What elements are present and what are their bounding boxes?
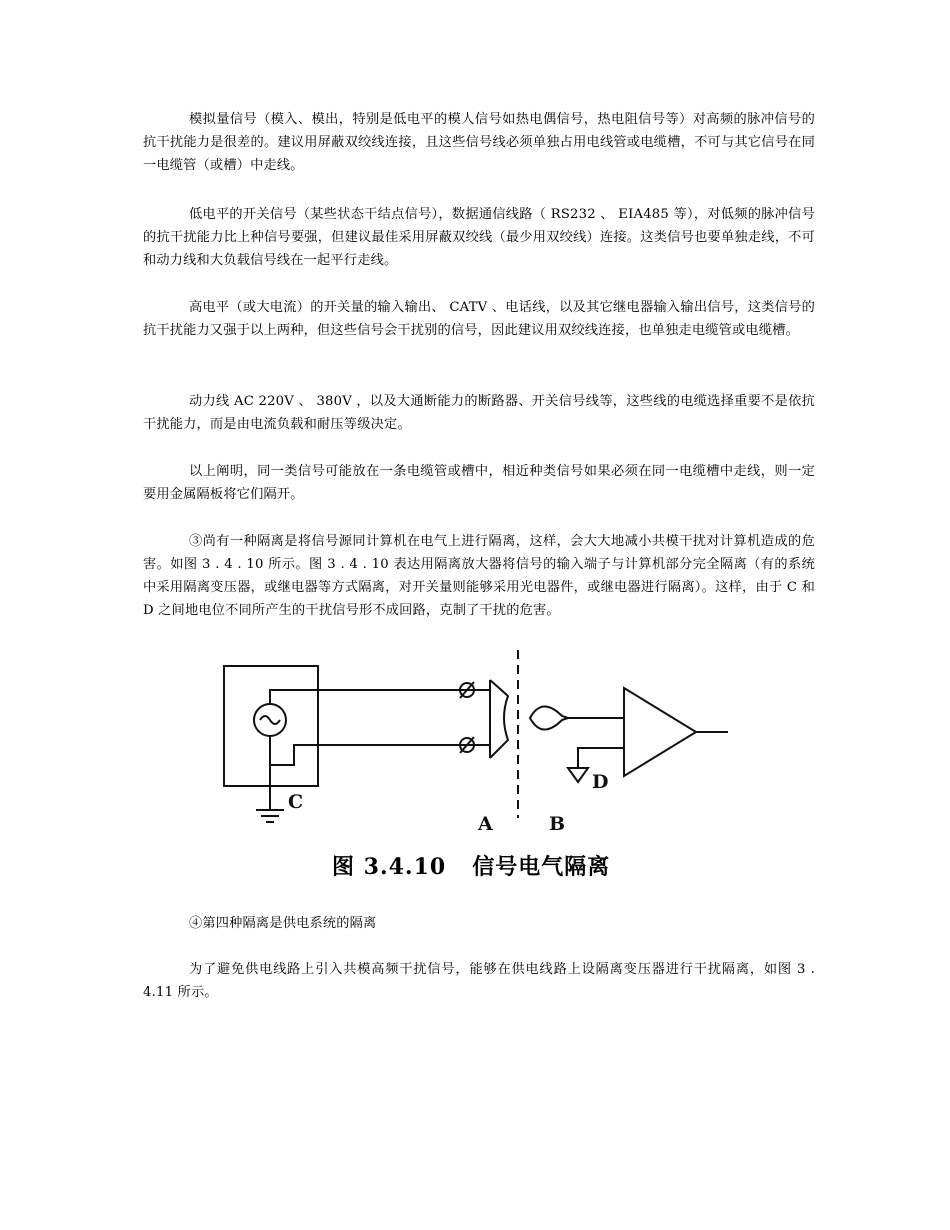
- paragraph-isolation-4: ④第四种隔离是供电系统的隔离: [189, 916, 377, 931]
- figure-caption: [332, 850, 652, 881]
- label-d: D: [592, 771, 609, 793]
- bottom-signal-wire: [270, 736, 490, 765]
- ground-icon-d: [568, 768, 588, 782]
- paragraph-power-line: 动力线 AC 220V 、 380V ，以及大通断能力的断路器、开关信号线等，这些线的电缆选择重要不是依抗干扰能力，而是由电流负载和耐压等级决定。: [143, 394, 815, 432]
- label-c: C: [288, 791, 304, 813]
- isolator-input-shape: [490, 680, 508, 758]
- isolator-output-shape: [530, 706, 568, 729]
- paragraph-same-type-signal: 以上阐明，同一类信号可能放在一条电缆管或槽中，相近种类信号如果必须在同一电缆槽中走线，则一定要用金属隔板将它们隔开。: [143, 464, 815, 502]
- sine-wave-icon: [260, 716, 280, 724]
- figure-caption-number: 图 3.4.10: [332, 854, 447, 880]
- paragraph-power-isolation: 为了避免供电线路上引入共模高频干扰信号，能够在供电线路上设隔离变压器进行干扰隔离，如图 3 . 4.11 所示。: [143, 962, 815, 1000]
- label-b: B: [549, 813, 566, 835]
- ground-wire-d: [578, 748, 624, 768]
- paragraph-isolation-3: ③尚有一种隔离是将信号源同计算机在电气上进行隔离，这样，会大大地减小共模干扰对计算机造成的危害。如图 3 . 4 . 10 所示。图 3 . 4 . 10 表达用隔离放大器将信号的输入端子与计算机部分完全隔离（有的系统中采用隔离变压器，或继电器等方式隔离，对开关量则能够采用光电器件，或继电器进行隔离）。这样，由于 C 和 D 之间地电位不同所产生的干扰信号形不成回路，克制了干扰的危害。: [143, 534, 815, 618]
- amplifier-triangle-icon: [624, 688, 696, 776]
- paragraph-analog-signal: 模拟量信号（模入、模出，特别是低电平的模人信号如热电偶信号，热电阻信号等）对高频的脉冲信号的抗干扰能力是很差的。建议用屏蔽双绞线连接，且这些信号线必须单独占用电线管或电缆槽，不可与其它信号在同一电缆管（或槽）中走线。: [143, 112, 815, 173]
- paragraph-low-level-switch: 低电平的开关信号（某些状态干结点信号），数据通信线路（ RS232 、 EIA485 等），对低频的脉冲信号的抗干扰能力比上种信号要强，但建议最佳采用屏蔽双绞线（最少用双绞线）连接。这类信号也要单独走线，不可和动力线和大负载信号线在一起平行走线。: [143, 207, 815, 268]
- label-a: A: [478, 813, 493, 835]
- isolation-circuit-diagram: [200, 640, 760, 850]
- ground-icon-c: [256, 810, 284, 822]
- top-signal-wire: [270, 690, 490, 704]
- paragraph-high-level-switch: 高电平（或大电流）的开关量的输入输出、 CATV 、电话线，以及其它继电器输入输出信号，这类信号的抗干扰能力又强于以上两种，但这些信号会干扰别的信号，因此建议用双绞线连接，也单独走电缆管或电缆槽。: [143, 300, 815, 338]
- figure-caption-text: 信号电气隔离: [472, 854, 611, 880]
